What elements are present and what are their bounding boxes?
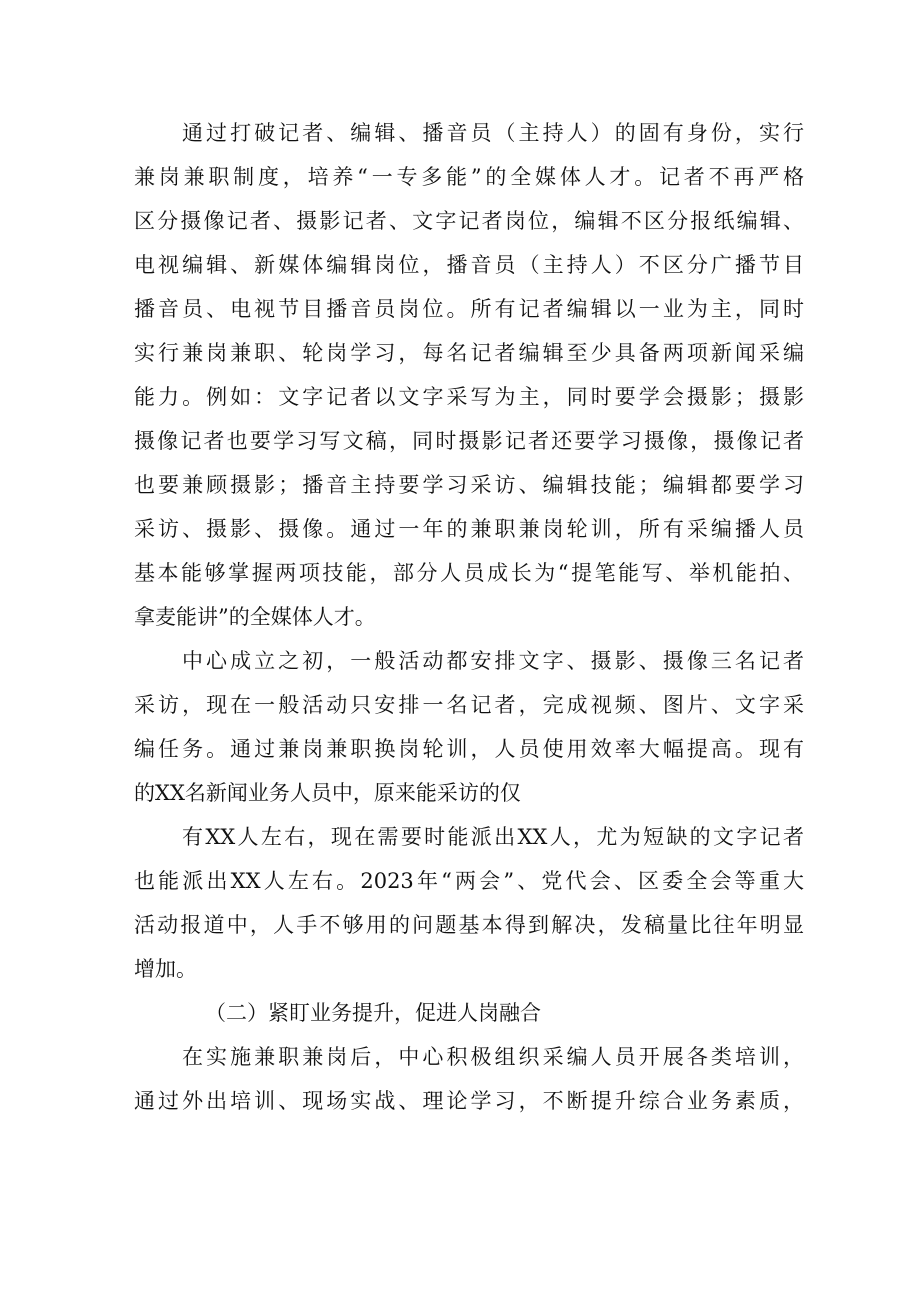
paragraph-3-line-1: 有XX人左右，现在需要时能派出XX人，尤为短缺的文字记者	[182, 825, 804, 849]
section-heading: （二）紧盯业务提升，促进人岗融合	[205, 1001, 541, 1025]
paragraph-1-line-11: 基本能够掌握两项技能，部分人员成长为“提笔能写、举机能拍、	[134, 561, 804, 585]
paragraph-1-line-5: 播音员、电视节目播音员岗位。所有记者编辑以一业为主，同时	[134, 297, 804, 321]
paragraph-2-line-2: 采访，现在一般活动只安排一名记者，完成视频、图片、文字采	[134, 693, 804, 717]
paragraph-1-line-4: 电视编辑、新媒体编辑岗位，播音员（主持人）不区分广播节目	[134, 253, 804, 277]
paragraph-4-line-1: 在实施兼职兼岗后，中心积极组织采编人员开展各类培训，	[182, 1045, 804, 1069]
paragraph-1-line-2: 兼岗兼职制度，培养“一专多能”的全媒体人才。记者不再严格	[134, 165, 804, 189]
paragraph-2-line-4: 的XX名新闻业务人员中，原来能采访的仅	[134, 781, 521, 805]
paragraph-1-line-7: 能力。例如：文字记者以文字采写为主，同时要学会摄影；摄影	[134, 385, 804, 409]
paragraph-1-line-3: 区分摄像记者、摄影记者、文字记者岗位，编辑不区分报纸编辑、	[134, 209, 804, 233]
paragraph-1-line-8: 摄像记者也要学习写文稿，同时摄影记者还要学习摄像，摄像记者	[134, 429, 804, 453]
paragraph-3-line-2: 也能派出XX人左右。2023年“两会”、党代会、区委全会等重大	[134, 869, 804, 893]
paragraph-2-line-3: 编任务。通过兼岗兼职换岗轮训，人员使用效率大幅提高。现有	[134, 737, 804, 761]
paragraph-3-line-4: 增加。	[134, 957, 197, 981]
paragraph-1-line-10: 采访、摄影、摄像。通过一年的兼职兼岗轮训，所有采编播人员	[134, 517, 804, 541]
paragraph-1-line-6: 实行兼岗兼职、轮岗学习，每名记者编辑至少具备两项新闻采编	[134, 341, 804, 365]
paragraph-4-line-2: 通过外出培训、现场实战、理论学习，不断提升综合业务素质，	[134, 1089, 804, 1113]
paragraph-2-line-1: 中心成立之初，一般活动都安排文字、摄影、摄像三名记者	[182, 649, 804, 673]
paragraph-1-line-1: 通过打破记者、编辑、播音员（主持人）的固有身份，实行	[182, 121, 804, 145]
paragraph-1-line-12: 拿麦能讲”的全媒体人才。	[134, 605, 376, 629]
paragraph-3-line-3: 活动报道中，人手不够用的问题基本得到解决，发稿量比往年明显	[134, 913, 804, 937]
paragraph-1-line-9: 也要兼顾摄影；播音主持要学习采访、编辑技能；编辑都要学习	[134, 473, 804, 497]
